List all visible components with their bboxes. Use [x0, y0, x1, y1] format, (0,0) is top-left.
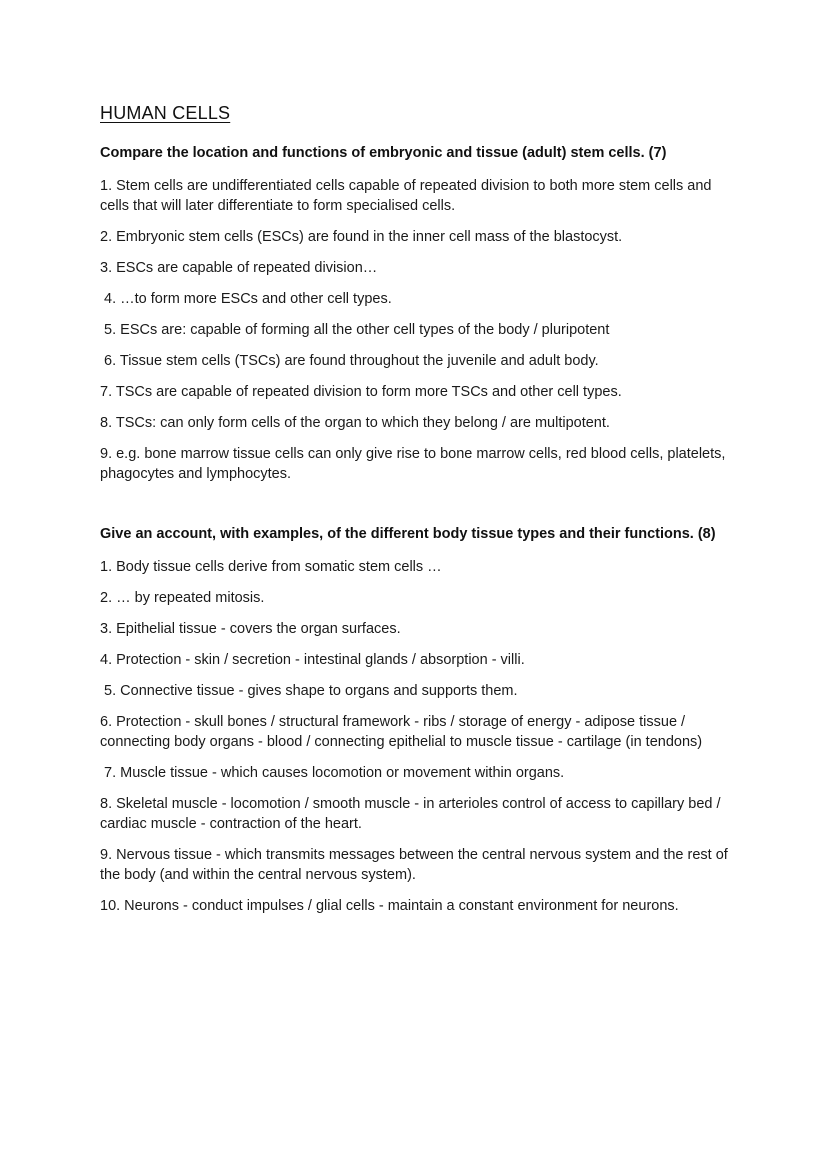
section-stem-cells — [100, 144, 728, 484]
document-title: HUMAN CELLS — [100, 103, 231, 123]
answer-item: 6. Tissue stem cells (TSCs) are found throughout the juvenile and adult body. — [100, 353, 599, 369]
answer-item: 7. TSCs are capable of repeated division to form more TSCs and other cell types. — [100, 384, 622, 400]
answer-item: 1. Stem cells are undifferentiated cells capable of repeated division to both more stem cells and cells that will later differentiate to form specialised cells. — [100, 178, 716, 214]
section-heading: Give an account, with examples, of the different body tissue types and their functions. (8) — [100, 526, 716, 542]
section-tissue-types — [100, 525, 732, 916]
answer-item: 7. Muscle tissue - which causes locomotion or movement within organs. — [100, 765, 565, 781]
answer-item: 4. Protection - skin / secretion - intestinal glands / absorption - villi. — [100, 652, 525, 668]
answer-item: 9. e.g. bone marrow tissue cells can only give rise to bone marrow cells, red blood cells, platelets, phagocytes and lymphocytes. — [100, 446, 730, 482]
answer-item: 8. Skeletal muscle - locomotion / smooth muscle - in arterioles control of access to capillary bed / cardiac muscle - contraction of the heart. — [100, 796, 725, 832]
answer-item: 3. Epithelial tissue - covers the organ surfaces. — [100, 621, 401, 637]
answer-item: 5. ESCs are: capable of forming all the other cell types of the body / pluripotent — [100, 322, 610, 338]
answer-item: 2. … by repeated mitosis. — [100, 590, 265, 606]
answer-item: 4. …to form more ESCs and other cell types. — [100, 291, 392, 307]
answer-item: 10. Neurons - conduct impulses / glial cells - maintain a constant environment for neurons. — [100, 898, 679, 914]
answer-item: 9. Nervous tissue - which transmits messages between the central nervous system and the rest of the body (and within the central nervous system). — [100, 847, 732, 883]
section-heading: Compare the location and functions of embryonic and tissue (adult) stem cells. (7) — [100, 145, 667, 161]
answer-item: 8. TSCs: can only form cells of the organ to which they belong / are multipotent. — [100, 415, 610, 431]
answer-item: 3. ESCs are capable of repeated division… — [100, 260, 378, 276]
answer-item: 6. Protection - skull bones / structural framework - ribs / storage of energy - adipose tissue / connecting body organs - blood / connecting epithelial to muscle tissue - cartilage (in tendons) — [100, 714, 703, 750]
answer-item: 5. Connective tissue - gives shape to organs and supports them. — [100, 683, 518, 699]
answer-item: 1. Body tissue cells derive from somatic stem cells … — [100, 559, 442, 575]
answer-item: 2. Embryonic stem cells (ESCs) are found in the inner cell mass of the blastocyst. — [100, 229, 623, 245]
